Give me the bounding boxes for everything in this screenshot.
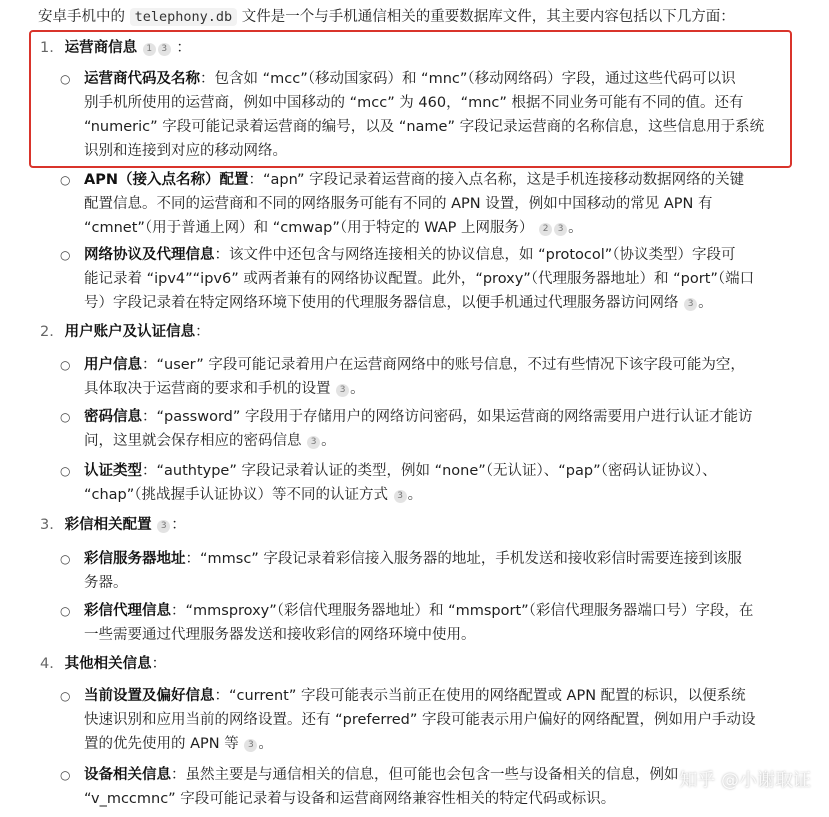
item-text: ：虽然主要是与通信相关的信息，但可能也会包含一些与设备相关的信息，例如 [171,767,679,783]
intro-paragraph [38,6,818,28]
section-heading-4: 4. 其他相关信息： [40,653,166,675]
item-text: ：“authtype” 字段记录着认证的类型，例如 “none”（无认证）、“pap”（密码认证协议）、 [142,463,717,479]
item-label: 认证类型 [84,463,142,479]
item-text: 别手机所使用的运营商，例如中国移动的 “mcc” 为 460，“mnc” 根据不同业务可能有不同的值。还有 [84,95,744,111]
section-title: 用户账户及认证信息 [64,324,196,340]
item-text: 配置信息。不同的运营商和不同的网络服务可能有不同的 APN 设置，例如中国移动的常见 APN 有 [84,196,713,212]
citation-badge[interactable]: 3 [684,298,697,311]
bullet-icon: ○ [60,464,71,478]
item-text: 务器。 [84,575,128,591]
section-heading-1: 1. 运营商信息 1 3 ： [40,37,191,59]
item-text: 能记录着 “ipv4”“ipv6” 或两者兼有的网络协议配置。此外，“proxy”（代理服务器地址）和 “port”（端口 [84,271,755,287]
item-text: 识别和连接到对应的移动网络。 [84,143,287,159]
bullet-icon: ○ [60,72,71,86]
bullet-icon: ○ [60,552,71,566]
item-text: ：“mmsproxy”（彩信代理服务器地址）和 “mmsport”（彩信代理服务器端口号）字段，在 [171,603,754,619]
section-heading-3: 3. 彩信相关配置 3 ： [40,514,186,536]
item-text: ：该文件中还包含与网络连接相关的协议信息，如 “protocol”（协议类型）字段可 [214,247,736,263]
list-item-device-info [60,763,785,811]
item-label: 彩信代理信息 [84,603,171,619]
item-text: 具体取决于运营商的要求和手机的设置 [84,381,331,397]
watermark: 知乎 @小谢取证 [679,770,811,791]
citation-badge[interactable]: 2 [539,223,552,236]
item-text: ：“password” 字段用于存储用户的网络访问密码，如果运营商的网络需要用户进行认证才能访 [142,409,753,425]
citation-badge[interactable]: 3 [307,436,320,449]
section-title: 彩信相关配置 [64,517,152,533]
item-label: 密码信息 [84,409,142,425]
item-text: ：“current” 字段可能表示当前正在使用的网络配置或 APN 配置的标识，以便系统 [214,688,746,704]
item-label: 彩信服务器地址 [84,551,186,567]
item-text: “v_mccmnc” 字段可能记录着与设备和运营商网络兼容性相关的特定代码或标识。 [84,791,616,807]
list-item-auth-type: ○ 认证类型：“authtype” 字段记录着认证的类型，例如 “none”（无认证）、“pap”（密码认证协议）、 “chap”（挑战握手认证协议）等不同的认证方式 3 。 [60,459,785,507]
list-item-user-info: ○ 用户信息：“user” 字段可能记录着用户在运营商网络中的账号信息，不过有些情况下该字段可能为空， 具体取决于运营商的要求和手机的设置 3 。 [60,353,785,401]
item-label: 用户信息 [84,357,142,373]
section-title: 其他相关信息 [64,656,152,672]
section-number: 3. [40,517,54,533]
item-label: 运营商代码及名称 [84,71,200,87]
section-heading-2: 2. 用户账户及认证信息： [40,321,210,343]
intro-suffix: 文件是一个与手机通信相关的重要数据库文件，其主要内容包括以下几方面： [241,9,735,25]
bullet-icon: ○ [60,768,71,782]
item-label: 网络协议及代理信息 [84,247,215,263]
item-text: 快速识别和应用当前的网络设置。还有 “preferred” 字段可能表示用户偏好的网络配置，例如用户手动设 [84,712,756,728]
citation-badge[interactable]: 3 [244,739,257,752]
list-item-mms-server [60,547,785,595]
item-text: 问，这里就会保存相应的密码信息 [84,433,302,449]
highlight-annotation-box [29,30,792,168]
item-text: “numeric” 字段可能记录着运营商的编号，以及 “name” 字段记录运营商的名称信息，这些信息用于系统 [84,119,765,135]
list-item-current-settings: ○ 当前设置及偏好信息：“current” 字段可能表示当前正在使用的网络配置或 APN 配置的标识，以便系统 快速识别和应用当前的网络设置。还有 “preferred” 字段可能表示用户偏好的网络配置，例如用户手动设 置的优先使用的 APN 等 3 。 [60,684,785,756]
item-text: 一些需要通过代理服务器发送和接收彩信的网络环境中使用。 [84,627,476,643]
citation-badge[interactable]: 3 [394,490,407,503]
bullet-icon: ○ [60,604,71,618]
list-item-network-protocol: ○ 网络协议及代理信息：该文件中还包含与网络连接相关的协议信息，如 “protocol”（协议类型）字段可 能记录着 “ipv4”“ipv6” 或两者兼有的网络协议配置。此外，“proxy”（代理服务器地址）和 “port”（端口 号）字段记录着在特定网络环境下使用的代理服务器信息，以便手机通过代理服务器访问网络 3 。 [60,243,785,315]
section-title: 运营商信息 [64,40,138,56]
section-number: 4. [40,656,54,672]
item-text: 号）字段记录着在特定网络环境下使用的代理服务器信息，以便手机通过代理服务器访问网络 [84,295,679,311]
bullet-icon: ○ [60,689,71,703]
item-label: 设备相关信息 [84,767,171,783]
item-label: 当前设置及偏好信息 [84,688,215,704]
item-text: ：“mmsc” 字段记录着彩信接入服务器的地址，手机发送和接收彩信时需要连接到该服 [185,551,742,567]
bullet-icon: ○ [60,173,71,187]
item-text: ：“apn” 字段记录着运营商的接入点名称，这是手机连接移动数据网络的关键 [248,172,745,188]
item-text: “chap”（挑战握手认证协议）等不同的认证方式 [84,487,389,503]
item-text: 置的优先使用的 APN 等 [84,736,239,752]
intro-prefix: 安卓手机中的 [38,9,125,25]
list-item-password: ○ 密码信息：“password” 字段用于存储用户的网络访问密码，如果运营商的网络需要用户进行认证才能访 问，这里就会保存相应的密码信息 3 。 [60,405,785,453]
inline-code-filename: telephony.db [130,8,238,26]
item-text: “cmnet”（用于普通上网）和 “cmwap”（用于特定的 WAP 上网服务） [84,220,534,236]
section-number: 1. [40,40,54,56]
list-item-apn: ○ APN（接入点名称）配置：“apn” 字段记录着运营商的接入点名称，这是手机连接移动数据网络的关键 配置信息。不同的运营商和不同的网络服务可能有不同的 APN 设置，例如中国移动的常见 APN 有 “cmnet”（用于普通上网）和 “cmwap”（用于特定的 WAP 上网服务） 2 3 。 [60,168,785,240]
item-text: ：包含如 “mcc”（移动国家码）和 “mnc”（移动网络码）字段，通过这些代码可以识 [200,71,736,87]
item-label: APN（接入点名称）配置 [84,172,249,188]
list-item-mms-proxy [60,599,785,647]
section-number: 2. [40,324,54,340]
item-text: ：“user” 字段可能记录着用户在运营商网络中的账号信息，不过有些情况下该字段可能为空， [142,357,745,373]
bullet-icon: ○ [60,358,71,372]
citation-badge[interactable]: 3 [158,43,171,56]
citation-badge[interactable]: 1 [143,43,156,56]
citation-badge[interactable]: 3 [157,520,170,533]
citation-badge[interactable]: 3 [554,223,567,236]
bullet-icon: ○ [60,410,71,424]
bullet-icon: ○ [60,248,71,262]
citation-badge[interactable]: 3 [336,384,349,397]
